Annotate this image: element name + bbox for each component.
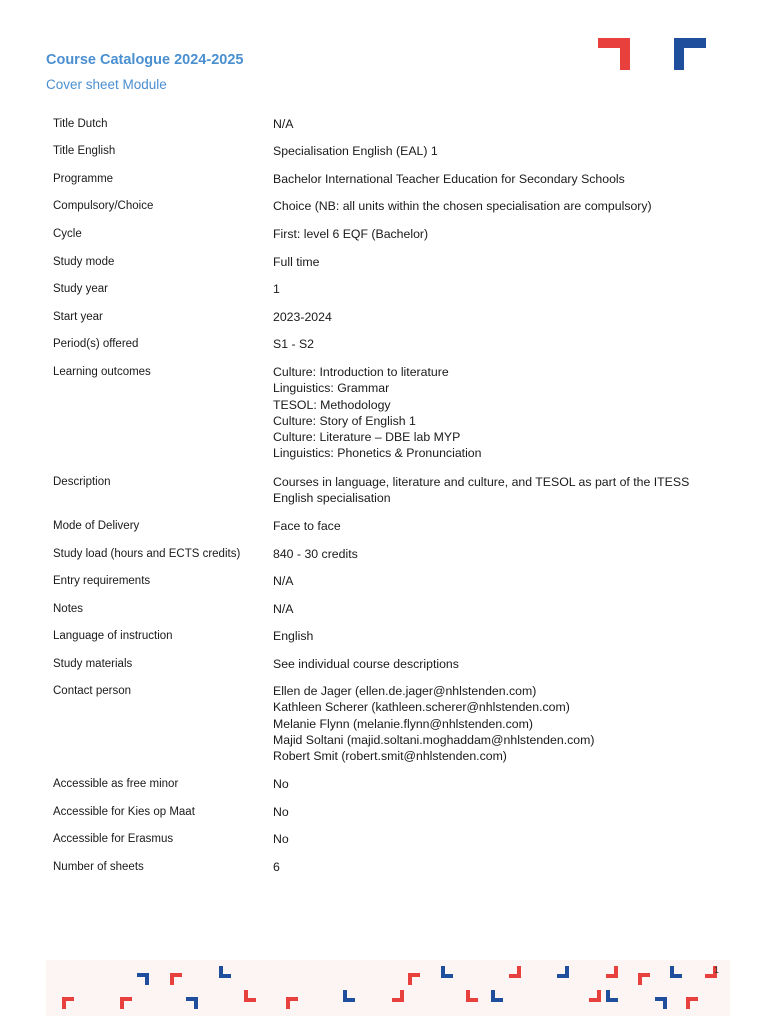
nhl-stenden-logo-icon	[596, 36, 708, 72]
corner-bracket-icon	[589, 990, 601, 1002]
row-value	[273, 116, 294, 132]
row-value-line: No	[273, 832, 289, 846]
table-row	[53, 656, 459, 672]
row-value-line: 6	[273, 860, 280, 874]
row-value-line: Culture: Literature – DBE lab MYP	[273, 430, 461, 445]
table-row	[53, 198, 652, 214]
row-value-line: 2023-2024	[273, 310, 332, 324]
row-value	[273, 474, 689, 507]
corner-bracket-icon	[286, 997, 298, 1009]
corner-bracket-icon	[686, 997, 698, 1009]
row-value	[273, 683, 594, 764]
row-label: Language of instruction	[53, 630, 173, 642]
row-value-line: See individual course descriptions	[273, 657, 459, 671]
row-label: Study materials	[53, 658, 133, 670]
cover-sheet-subtitle: Cover sheet Module	[46, 77, 167, 92]
corner-bracket-icon	[606, 990, 618, 1002]
page-number: 1	[714, 965, 720, 975]
row-value-line: S1 - S2	[273, 337, 315, 351]
corner-bracket-icon	[606, 966, 618, 978]
row-value	[273, 143, 438, 159]
row-value	[273, 804, 289, 820]
row-label: Mode of Delivery	[53, 520, 140, 532]
row-label: Description	[53, 476, 111, 488]
corner-bracket-icon	[408, 973, 420, 985]
row-value-line: N/A	[273, 602, 294, 616]
corner-bracket-icon	[392, 990, 404, 1002]
row-label: Title Dutch	[53, 118, 108, 130]
row-value-line: Bachelor International Teacher Education for Secondary Schools	[273, 172, 625, 186]
corner-bracket-icon	[244, 990, 256, 1002]
corner-brackets-pattern-icon	[0, 958, 768, 1024]
row-value	[273, 254, 319, 270]
corner-bracket-icon	[62, 997, 74, 1009]
corner-bracket-icon	[343, 990, 355, 1002]
table-row	[53, 281, 280, 297]
row-label: Study year	[53, 283, 108, 295]
table-row	[53, 546, 358, 562]
row-value	[273, 656, 459, 672]
row-value-line: Linguistics: Grammar	[273, 381, 390, 396]
row-label: Compulsory/Choice	[53, 200, 154, 212]
table-row	[53, 518, 341, 534]
row-label: Learning outcomes	[53, 366, 151, 378]
corner-bracket-icon	[670, 966, 682, 978]
row-value-line: English specialisation	[273, 491, 391, 506]
row-value	[273, 309, 332, 325]
table-row	[53, 601, 294, 617]
row-value-line: Face to face	[273, 519, 341, 533]
row-value-line: Culture: Story of English 1	[273, 413, 416, 428]
row-value-line: First: level 6 EQF (Bachelor)	[273, 227, 429, 241]
corner-bracket-icon	[491, 990, 503, 1002]
row-value	[273, 198, 652, 214]
row-value-line: Full time	[273, 255, 320, 269]
corner-bracket-icon	[137, 973, 149, 985]
table-row	[53, 683, 594, 764]
row-label: Study load (hours and ECTS credits)	[53, 548, 241, 560]
corner-bracket-icon	[638, 973, 650, 985]
row-value	[273, 518, 341, 534]
row-value	[273, 281, 280, 297]
row-label: Cycle	[53, 228, 82, 240]
row-value	[273, 171, 625, 187]
row-value-line: Linguistics: Phonetics & Pronunciation	[273, 446, 482, 461]
table-row	[53, 804, 289, 820]
row-value	[273, 546, 358, 562]
row-label: Number of sheets	[53, 861, 144, 873]
row-value-line: Ellen de Jager (ellen.de.jager@nhlstenden.com)	[273, 684, 537, 698]
row-value-line: TESOL: Methodology	[273, 397, 391, 412]
table-row	[53, 776, 289, 792]
row-value-line: Majid Soltani (majid.soltani.moghaddam@nhlstenden.com)	[273, 732, 595, 747]
row-value	[273, 831, 289, 847]
row-value	[273, 226, 428, 242]
row-label: Accessible as free minor	[53, 778, 179, 790]
row-value	[273, 776, 289, 792]
row-value-line: Kathleen Scherer (kathleen.scherer@nhlstenden.com)	[273, 700, 570, 715]
row-label: Contact person	[53, 685, 131, 697]
row-label: Period(s) offered	[53, 338, 139, 350]
row-value	[273, 364, 481, 462]
table-row	[53, 116, 294, 132]
table-row	[53, 336, 314, 352]
row-value	[273, 859, 280, 875]
row-label: Start year	[53, 311, 103, 323]
table-row	[53, 573, 294, 589]
corner-bracket-icon	[509, 966, 521, 978]
row-value-line: No	[273, 805, 289, 819]
row-label: Title English	[53, 145, 116, 157]
row-value	[273, 336, 314, 352]
row-value-line: N/A	[273, 117, 294, 131]
row-label: Accessible for Erasmus	[53, 833, 174, 845]
table-row	[53, 171, 625, 187]
corner-bracket-icon	[655, 997, 667, 1009]
corner-bracket-icon	[186, 997, 198, 1009]
row-value	[273, 573, 294, 589]
row-value-line: 1	[273, 282, 280, 296]
corner-bracket-icon	[219, 966, 231, 978]
row-label: Accessible for Kies op Maat	[53, 806, 195, 818]
corner-bracket-icon	[557, 966, 569, 978]
row-label: Entry requirements	[53, 575, 151, 587]
row-value-line: Specialisation English (EAL) 1	[273, 144, 438, 158]
table-row	[53, 474, 689, 507]
row-value-line: Courses in language, literature and culture, and TESOL as part of the ITESS	[273, 475, 690, 489]
catalogue-title: Course Catalogue 2024-2025	[46, 52, 244, 68]
row-value-line: 840 - 30 credits	[273, 547, 358, 561]
table-row	[53, 143, 438, 159]
row-value-line: Melanie Flynn (melanie.flynn@nhlstenden.com)	[273, 716, 533, 731]
corner-bracket-icon	[120, 997, 132, 1009]
table-row	[53, 859, 280, 875]
table-row	[53, 309, 332, 325]
row-value	[273, 628, 313, 644]
table-row	[53, 254, 319, 270]
row-label: Programme	[53, 173, 114, 185]
row-value-line: English	[273, 629, 314, 643]
corner-bracket-icon	[441, 966, 453, 978]
table-row	[53, 628, 313, 644]
row-value-line: Choice (NB: all units within the chosen specialisation are compulsory)	[273, 199, 652, 213]
row-value-line: Culture: Introduction to literature	[273, 365, 449, 379]
table-row	[53, 226, 428, 242]
row-value-line: Robert Smit (robert.smit@nhlstenden.com)	[273, 749, 507, 764]
row-value	[273, 601, 294, 617]
corner-bracket-icon	[466, 990, 478, 1002]
corner-bracket-icon	[170, 973, 182, 985]
table-row	[53, 364, 481, 462]
row-label: Study mode	[53, 256, 115, 268]
row-value-line: N/A	[273, 574, 294, 588]
row-value-line: No	[273, 777, 289, 791]
row-label: Notes	[53, 603, 84, 615]
table-row	[53, 831, 289, 847]
